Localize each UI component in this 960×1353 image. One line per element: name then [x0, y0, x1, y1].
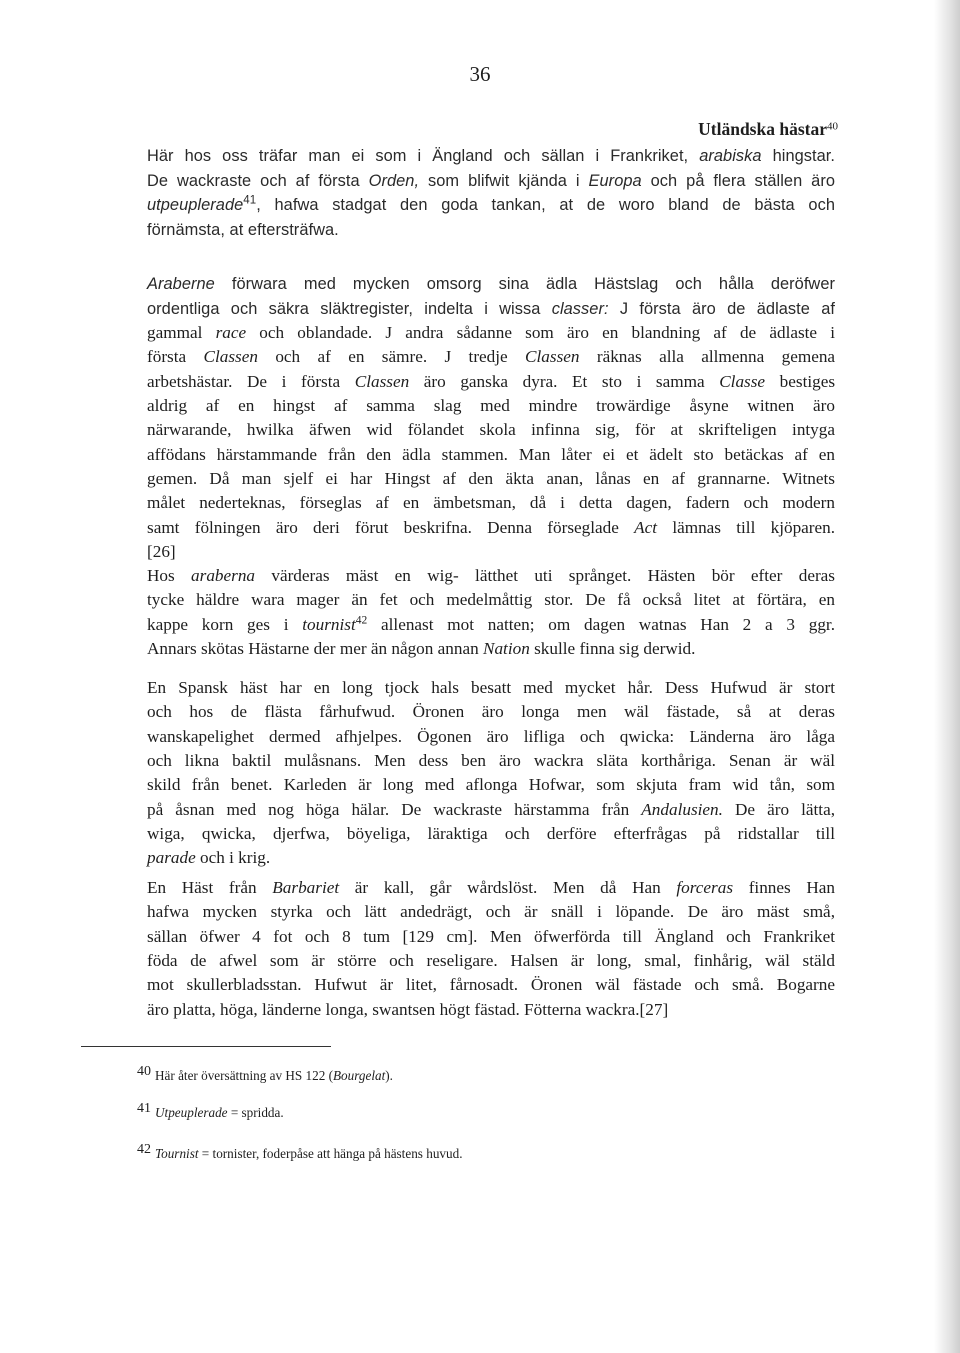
- heading-title: Utländska hästar: [698, 119, 827, 139]
- p4-line-3: wanskapelighet dermed afhjelpes. Ögonen äro lifliga och qwicka: Länderna äro låga: [147, 726, 835, 746]
- p4-line-1: En Spansk häst har en long tjock hals besatt med mycket hår. Dess Hufwud är stort: [147, 678, 835, 697]
- p2-line-5: arbetshästar. De i första Classen äro ganska dyra. Et sto i samma Classe bestiges: [147, 371, 836, 391]
- section-heading: [698, 119, 838, 140]
- paragraph-5: [147, 876, 835, 1022]
- p4-line-5: skild från benet. Karleden är long med aflonga Hofwar, som skjuta fram wid tån, som: [147, 775, 835, 795]
- paragraph-2-serif: [147, 321, 835, 564]
- footnote-41: 41 Utpeuplerade = spridda.: [137, 1101, 284, 1120]
- paragraph-2: [147, 272, 835, 321]
- paragraph-1: [147, 144, 835, 242]
- p2-line-4: första Classen och af en sämre. J tredje Classen räknas alla allmenna gemena: [147, 347, 836, 367]
- p1-line-1: Här hos oss träfar man ei som i Ängland och sällan i Frankriket, arabiska hingstar.: [147, 147, 836, 165]
- p5-line-2: hafwa mycken styrka och lätt andedrägt, och är snäll i löpande. De äro mäst små,: [147, 902, 835, 922]
- p4-line-7: wiga, qwicka, djerfwa, böyeliga, läraktiga och derföre efterfrågas på ridstallar till: [147, 824, 835, 844]
- p1-line-4: förnämsta, at eftersträfwa.: [147, 220, 339, 239]
- page-edge-shadow: [934, 0, 960, 1353]
- p5-line-3: sällan öfwer 4 fot och 8 tum [129 cm]. Men öfwerförda till Ängland och Frankriket: [147, 926, 835, 946]
- p3-line-1: Hos araberna värderas mäst en wig- lätthet uti språnget. Hästen bör efter deras: [147, 566, 835, 585]
- p4-line-8: parade och i krig.: [147, 848, 271, 868]
- p2-line-2: ordentliga och säkra släktregister, indelta i wissa classer: J första äro de ädlaste af: [147, 299, 835, 318]
- p1-line-2: De wackraste och af första Orden, som blifwit kjända i Europa och på flera ställen äro: [147, 171, 836, 190]
- heading-note-ref: 40: [827, 120, 838, 133]
- p5-line-4: föda de afwel som är större och reseligare. Halsen är long, smal, finhårig, wäl stäld: [147, 951, 835, 971]
- footnote-42: 42 Tournist = tornister, foderpåse att hänga på hästens huvud.: [137, 1142, 463, 1161]
- p2-line-3: gammal race och oblandade. J andra sådanne som äro en blandning af de ädlaste i: [147, 323, 836, 342]
- p2-line-10: målet nederteknas, förseglas af en ämbetsman, då i detta dagen, fadern och modern: [147, 493, 835, 513]
- p2-line-12: [26]: [147, 542, 176, 562]
- p3-line-3: kappe korn ges i tournist$^{42}$ allenast mot natten; om dagen watnas Han 2 a 3 ggr.: [147, 614, 836, 634]
- p2-line-1: Araberne förwara med mycken omsorg sina ädla Hästslag och hålla deröfwer: [147, 275, 835, 293]
- page-number: 36: [469, 62, 491, 86]
- p2-line-11: samt fölningen äro deri förut beskrifna. Denna förseglade Act lämnas till kjöparen.: [147, 517, 836, 537]
- p3-line-2: tycke häldre wara mager än fet och medelmåttig stor. De få också litet at förtära, en: [147, 590, 835, 610]
- p2-line-8: affödans härstammande från den ädla stammen. Man låter ei et ädelt sto betäckas af en: [147, 444, 835, 464]
- p1-line-3: utpeuplerade$^{41}$, hafwa stadgat den goda tankan, at de woro bland de bästa och: [147, 194, 835, 214]
- paragraph-3: [147, 564, 835, 661]
- p2-line-6: aldrig af en hingst af samma slag med mindre trowärdige åsyne witnen äro: [147, 396, 835, 416]
- footnote-separator: [81, 1046, 331, 1047]
- p5-line-1: En Häst från Barbariet är kall, går wårdslöst. Men då Han forceras finnes Han: [147, 878, 836, 897]
- p2-line-7: närwarande, hwilka äfwen wid fölandet skola infinna sig, för at skrifteligen intyga: [147, 420, 835, 440]
- p4-line-2: och hos de flästa fårhufwud. Öronen äro longa men wäl fästade, så at deras: [147, 702, 835, 722]
- p5-line-6: äro platta, höga, länderne longa, swantsen högt fästad. Fötterna wackra.[27]: [147, 999, 669, 1019]
- p4-line-6: på åsnan med nog höga hälar. De wackraste härstamma från Andalusien. De äro lätta,: [147, 799, 835, 819]
- p2-line-9: gemen. Då man sjelf ei har Hingst af den äkta anan, lånas en af grannarne. Witnets: [147, 469, 835, 489]
- p5-line-5: mot skullerbladsstan. Hufwut är litet, fårnosadt. Öronen wäl fästade och små. Bogarne: [147, 975, 835, 995]
- paragraph-4: [147, 676, 835, 871]
- footnote-40: 40 Här åter översättning av HS 122 (Bourgelat).: [137, 1064, 393, 1083]
- p4-line-4: och likna baktil mulåsnans. Men dess ben äro wackra släta korthåriga. Senan är wäl: [147, 751, 835, 771]
- p3-line-4: Annars skötas Hästarne der mer än någon annan Nation skulle finna sig derwid.: [147, 639, 696, 659]
